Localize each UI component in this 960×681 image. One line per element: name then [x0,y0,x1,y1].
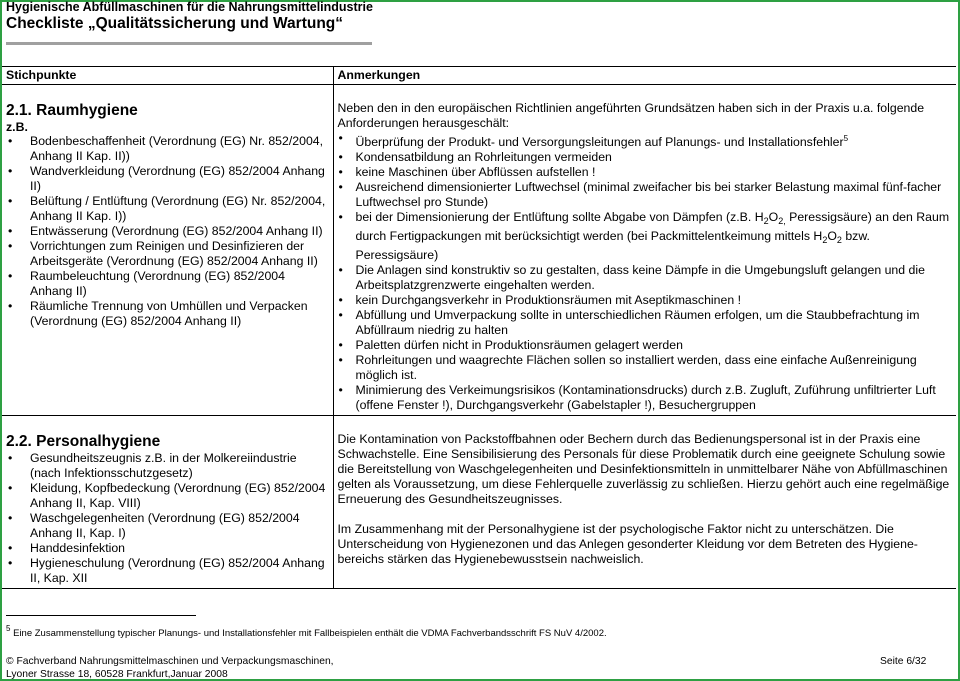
footnote: $^5$ Eine Zusammenstellung typischer Planungs- und Installationsfehler mit Fallbeispielen enthält die VDMA Fachverbandsschrift FS NuV 4/2002. [6,624,607,639]
list-item: • Räumliche Trennung von Umhüllen und Verpacken (Verordnung (EG) 852/2004 Anhang II) [6,299,329,329]
keypoint-list-raumhygiene [6,134,329,329]
document-title: Checkliste „Qualitätssicherung und Wartung“ [6,15,344,32]
example-label: z.B. [6,120,28,134]
remarks-paragraph: Im Zusammenhang mit der Personalhygiene ist der psychologische Faktor nicht zu unterschätzen. Die Unterscheidung von Hygienezonen und das Anlegen gesonderter Kleidung vor dem Betreten des Hygiene-bereichs stärken das Hygienebewusstsein nachweislich. [337,522,918,566]
list-item: • bei der Dimensionierung der Entlüftung sollte Abgabe von Dämpfen (z.B. $H_2O_{2,}$ Peressigsäure) an den Raum durch Fertigpackungen mit berücksichtigt werden (bei Packmittelentkeimung mittels $H_2O_2$ bzw. Peressigsäure) [338,210,953,263]
list-item: • Kondensatbildung an Rohrleitungen vermeiden [338,150,953,165]
footnote-number: 5 [6,624,11,633]
document-supertitle: Hygienische Abfüllmaschinen für die Nahrungsmittelindustrie [6,0,373,14]
footer-publisher [6,656,334,681]
table-row [2,416,956,589]
list-item: • Waschgelegenheiten (Verordnung (EG) 852/2004 Anhang II, Kap. I) [6,511,329,541]
footer-line: © Fachverband Nahrungsmittelmaschinen und Verpackungsmaschinen, [6,656,334,667]
remarks-cell-raumhygiene [333,85,956,416]
remarks-list-raumhygiene [338,131,953,413]
footnote-divider [6,615,196,616]
list-item: • keine Maschinen über Abflüssen aufstellen ! [338,165,953,180]
list-item: • Kleidung, Kopfbedeckung (Verordnung (EG) 852/2004 Anhang II, Kap. VIII) [6,481,329,511]
list-item: • Handdesinfektion [6,541,329,556]
keypoints-cell-personalhygiene [2,416,333,589]
list-item: • Überprüfung der Produkt- und Versorgungsleitungen auf Planungs- und Installationsfehler$^5$ [338,131,953,150]
table-header-row [2,67,956,85]
checklist-table [2,66,956,589]
title-underline [6,42,372,45]
remarks-paragraph: Die Kontamination von Packstoffbahnen oder Bechern durch das Bedienungspersonal ist in der Praxis eine Schwachstelle. Eine Sensibilisierung des Personals für diese Problematik durch eine geeignete Schulung sowie die Bereitstellung von Waschgelegenheiten und Desinfektionsmitteln in unmittelbarer Nähe von Abfüllmaschinen gelten als Voraussetzung, um diese Fehlerquelle zuverlässig zu schließen. Hierzu gehört auch eine regelmäßige Erneuerung des Gesundheitszeugnisses. [337,432,950,506]
list-item: • Paletten dürfen nicht in Produktionsräumen gelagert werden [338,338,953,353]
document-header [6,1,373,33]
list-item: • Raumbeleuchtung (Verordnung (EG) 852/2004 Anhang II) [6,269,329,299]
list-item: • Entwässerung (Verordnung (EG) 852/2004 Anhang II) [6,224,329,239]
section-title-personalhygiene: 2.2. Personalhygiene [6,433,161,450]
list-item: • Ausreichend dimensionierter Luftwechsel (minimal zweifacher bis bei starker Belastung maximal fünf-facher Luftwechsel pro Stunde) [338,180,953,210]
list-item: • Minimierung des Verkeimungsrisikos (Kontaminationsdrucks) durch z.B. Zugluft, Zuführung unfiltrierter Luft (offene Fenster !), Durchgangsverkehr (Gabelstapler !), Besuchergruppen [338,383,953,413]
list-item: • Die Anlagen sind konstruktiv so zu gestalten, dass keine Dämpfe in die Umgebungsluft gelangen und die Arbeitsplatzgrenzwerte eingehalten werden. [338,263,953,293]
keypoints-cell-raumhygiene [2,85,333,416]
table-row [2,85,956,416]
list-item: • Rohrleitungen und waagrechte Flächen sollen so installiert werden, dass eine einfache Außenreinigung möglich ist. [338,353,953,383]
footer-line: Lyoner Strasse 18, 60528 Frankfurt,Januar 2008 [6,668,228,680]
list-item: • Vorrichtungen zum Reinigen und Desinfizieren der Arbeitsgeräte (Verordnung (EG) 852/2004 Anhang II) [6,239,329,269]
column-header-anmerkungen: Anmerkungen [333,67,956,85]
list-item: • Gesundheitszeugnis z.B. in der Molkereiindustrie (nach Infektionsschutzgesetz) [6,451,329,481]
list-item: • kein Durchgangsverkehr in Produktionsräumen mit Aseptikmaschinen ! [338,293,953,308]
remarks-cell-personalhygiene [333,416,956,589]
column-header-stichpunkte: Stichpunkte [2,67,333,85]
footnote-reference: 5 [843,134,849,143]
section-title-raumhygiene: 2.1. Raumhygiene [6,102,138,119]
keypoint-list-personalhygiene [6,451,329,586]
remarks-intro: Neben den in den europäischen Richtlinien angeführten Grundsätzen haben sich in der Praxis u.a. folgende Anforderungen herausgeschält: [337,101,925,130]
list-item: • Belüftung / Entlüftung (Verordnung (EG) Nr. 852/2004, Anhang II Kap. I)) [6,194,329,224]
list-item: • Hygieneschulung (Verordnung (EG) 852/2004 Anhang II, Kap. XII [6,556,329,586]
list-item: • Bodenbeschaffenheit (Verordnung (EG) Nr. 852/2004, Anhang II Kap. II)) [6,134,329,164]
list-item: • Abfüllung und Umverpackung sollte in unterschiedlichen Räumen erfolgen, um die Staubbefrachtung im Abfüllraum niedrig zu halten [338,308,953,338]
list-item: • Wandverkleidung (Verordnung (EG) 852/2004 Anhang II) [6,164,329,194]
page-number: Seite 6/32 [880,656,927,667]
